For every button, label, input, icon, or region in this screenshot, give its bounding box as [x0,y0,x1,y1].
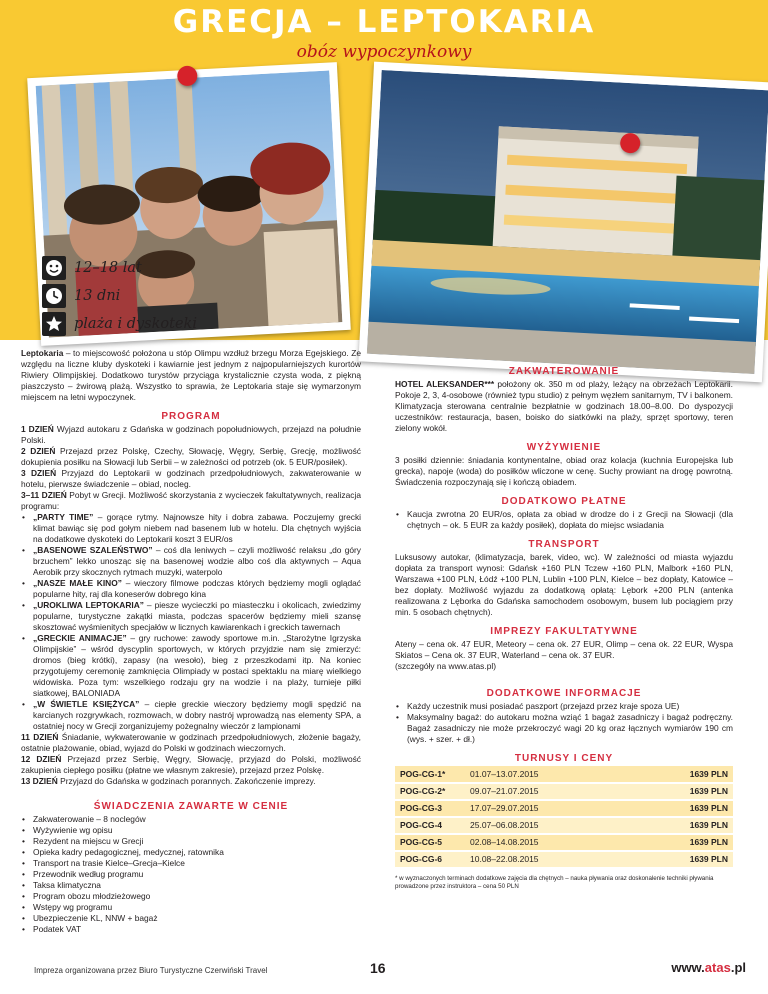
program-list [21,512,361,732]
info-duration [42,282,120,310]
transport-text: Luksusowy autokar, (klimatyzacja, barek, video, wc). W zależności od miasta wyjazdu dopłata za transport wynosi: Gdańsk +160 PLN Tczew +160 PLN, Malbork +160 PLN, Warszawa +100 PLN, Łódź +100 PLN, Lublin +100 PLN, Kielce – bez dopłaty, Katowice – bez dopłaty. Możliwość wyjazdu za dodatkową opłatą: Lębork +200 PLN (antenka realizowana z Lęborka do Gdańska samochodem osobowym, busem lub pociągiem przy min. 5 osobach chętnych). [395,552,733,617]
additional-info-heading: DODATKOWE INFORMACJE [486,688,642,699]
page-title: GRECJA – LEPTOKARIA [172,4,596,40]
additional-info-item: • Maksymalny bagaż: do autokaru można wziąć 1 bagaż zasadniczy i bagaż podręczny. Bagaż zasadniczy nie może przekroczyć wagi 20 kg oraz łącznych wymiarów 190 cm (wys. + szer. + dł.) [395,712,733,745]
prices-table [395,766,733,869]
clock-icon [42,284,66,308]
extra-paid-item: • Kaucja zwrotna 20 EUR/os, opłata za obiad w drodze do i z Grecji na Słowacji (dla chętnych – ok. 5 EUR za każdy posiłek), dopłata do miejsc wsiadania [395,509,733,531]
included-item: • Ubezpieczenie KL, NNW + bagaż [21,913,361,924]
intro-paragraph [21,348,361,403]
prices-note: * w wyznaczonych terminach dodatkowe zajęcia dla chętnych – nauka pływania oraz doskonalenie techniki pływania prowadzone przez instruktora – cena 50 PLN [395,875,714,890]
program-item: • „BASENOWE SZALEŃSTWO” – coś dla leniwych – czyli możliwość relaksu „do góry brzuchem” lekko unosząc się na basenowej wodzie albo coś dla aktywnych – Aqua Aerobik przy skocznych rytmach muzyki, waterpolo [21,545,361,578]
table-row: POG-CG-1* 01.07–13.07.2015 1639 PLN [395,766,733,783]
included-item: • Wstępy wg programu [21,902,361,913]
website-brand: atas [704,960,731,975]
extra-paid-list [395,509,733,531]
info-box [42,252,382,338]
website-link[interactable] [671,960,746,975]
food-heading: WYŻYWIENIE [526,442,602,453]
program-day: 11 DZIEŃ Śniadanie, wykwaterowanie w godzinach przedpołudniowych, złożenie bagaży, ostatnie plażowanie, obiad, wyjazd do Polski w godzinach wieczornych. [21,732,361,753]
program-day: 2 DZIEŃ Przejazd przez Polskę, Czechy, Słowację, Węgry, Serbię, Grecję, możliwość dokupienia posiłku na Słowacji lub Serbii – w zależności od potrzeb (ok. 5 EUR/posiłek). [21,446,361,467]
optional-note: (szczegóły na www.atas.pl) [395,661,497,671]
table-row: POG-CG-3 17.07–29.07.2015 1639 PLN [395,800,733,817]
included-item: • Podatek VAT [21,924,361,935]
right-column [395,366,733,891]
additional-info-item: • Każdy uczestnik musi posiadać paszport (przejazd przez kraje spoza UE) [395,701,733,712]
info-activity-text: plaża i dyskoteki [74,316,197,332]
optional-heading: IMPREZY FAKULTATYWNE [490,626,638,637]
hotel-photo [358,62,768,383]
included-item: • Program obozu młodzieżowego [21,891,361,902]
food-text: 3 posiłki dziennie: śniadania kontynentalne, obiad oraz kolacja (kuchnia Europejska lub grecka), napoje (woda) do posiłków wliczone w cenę. Suchy prowiant na drogę powrotną. Świadczenia rozpoczynają się i kończą obiadem. [395,455,733,487]
table-row: POG-CG-4 25.07–06.08.2015 1639 PLN [395,817,733,834]
extra-paid-heading: DODATKOWO PŁATNE [501,496,627,507]
included-item: • Taksa klimatyczna [21,880,361,891]
info-age-text: 12–18 lat [74,260,142,276]
included-heading: ŚWIADCZENIA ZAWARTE W CENIE [93,801,289,812]
included-item: • Opieka kadry pedagogicznej, medycznej, ratownika [21,847,361,858]
program-day: 3 DZIEŃ Przyjazd do Leptokarii w godzinach przedpołudniowych, zakwaterowanie w hotelu, pierwsze świadczenie – obiad, nocleg. [21,468,361,489]
program-day: 3–11 DZIEŃ Pobyt w Grecji. Możliwość skorzystania z wycieczek fakultatywnych, realizacja programu: [21,490,361,511]
included-item: • Wyżywienie wg opisu [21,825,361,836]
additional-info-list [395,701,733,745]
table-row: POG-CG-2* 09.07–21.07.2015 1639 PLN [395,783,733,800]
included-item: • Zakwaterowanie – 8 noclegów [21,814,361,825]
page-subtitle: obóz wypoczynkowy [296,42,472,62]
intro-bold: Leptokaria [21,348,64,358]
program-day: 12 DZIEŃ Przejazd przez Serbię, Węgry, Słowację, przyjazd do Polski, możliwość zakupienia ciepłego posiłku (płatne we własnym zakresie), przejazd przez Polskę. [21,754,361,775]
prices-heading: TURNUSY I CENY [514,753,614,764]
program-day: 1 DZIEŃ Wyjazd autokaru z Gdańska w godzinach popołudniowych, przejazd na południe Polski. [21,424,361,445]
program-item: • „W ŚWIETLE KSIĘŻYCA” – ciepłe greckie wieczory będziemy mogli spędzić na karcianych rozgrywkach, rozmowach, w dobry nastrój wprowadzą nas elementy SPA, a ostatniej nocy w Grecji zorganizujemy pożegnalny wieczór z lampionami [21,699,361,732]
included-item: • Rezydent na miejscu w Grecji [21,836,361,847]
face-icon [42,256,66,280]
program-item: • „PARTY TIME” – gorące rytmy. Najnowsze hity i dobra zabawa. Poczujemy grecki klimat bawiąc się pod gołym niebem nad basenem lub w hotelu. Dla chętnych wyjścia na dodatkowe dyskoteki do Leptokarii koszt 3 EUR/os [21,512,361,545]
included-list [21,814,361,935]
page-number: 16 [370,960,386,976]
accommodation-text: HOTEL ALEKSANDER*** położony ok. 350 m od plaży, leżący na obrzeżach Leptokarii. Pokoje 2, 3, 4-osobowe (również typu studio) z pełnym węzłem sanitarnym, TV i balkonem. Klimatyzacja sterowana centralnie bezpłatnie w godzinach 18.00–8.00. Do dyspozycji uczestników: restauracja, basen, boisko do siatkówki na plaży, sprzęt sportowy, teren zielony wokół. [395,379,733,433]
included-item: • Transport na trasie Kielce–Grecja–Kielce [21,858,361,869]
hotel-image [367,70,768,374]
left-column [21,348,361,935]
table-row: POG-CG-6 10.08–22.08.2015 1639 PLN [395,851,733,868]
website-suffix: .pl [730,960,746,975]
info-activity [42,310,197,338]
program-item: • „GRECKIE ANIMACJE” – gry ruchowe: zawody sportowe m.in. „Starożytne Igrzyska Olimpijskie” – wśród dyscyplin sportowych, w których przyjdzie nam się zmierzyć: dromos (bieg krótki), zapasy (na wesoło), bieg z przeszkodami itp. Na koniec przygotujemy ceremonię zamknięcia Olimpiady w postaci spektaklu na miarę wielkiego widowiska. Poza tym: wszelkiego rodzaju gry na wodzie i na plaży, turnieje piłki siatkowej, BALONIADA [21,633,361,699]
optional-text: Ateny – cena ok. 47 EUR, Meteory – cena ok. 27 EUR, Olimp – cena ok. 22 EUR, Wyspa Skiatos – Cena ok. 37 EUR, Waterland – cena ok. 37 EUR. [395,639,733,660]
intro-text: – to miejscowość położona u stóp Olimpu wzdłuż brzegu Morza Egejskiego. Ze względu na liczne kluby dyskoteki i kawiarnie jest jednym z najpopularniejszych kurortów Riwiery Olimpijskiej. Dodatkowo turystów przyciąga krystalicznie czysta woda, z piękną piaszczysto – żwirową plażą. Wszystko to sprawia, że Leptokaria staje się wymarzonym miejscem na letni wypoczynek. [21,348,361,402]
program-heading: PROGRAM [161,411,221,422]
transport-heading: TRANSPORT [528,539,600,550]
program-day: 13 DZIEŃ Przyjazd do Gdańska w godzinach porannych. Zakończenie imprezy. [21,776,316,786]
included-item: • Przewodnik według programu [21,869,361,880]
program-item: • „UROKLIWA LEPTOKARIA” – piesze wycieczki po miasteczku i okolicach, zwiedzimy popularne, turystyczne zakątki miasta, podczas spacerów będziemy mieli szansę skosztować wyśmienitych specjałów w licznych kawiarenkach i greckich tawernach [21,600,361,633]
star-icon [42,312,66,336]
accommodation-heading: ZAKWATEROWANIE [508,366,620,377]
table-row: POG-CG-5 02.08–14.08.2015 1639 PLN [395,834,733,851]
info-duration-text: 13 dni [74,288,121,304]
website-prefix: www. [671,960,705,975]
info-age [42,254,142,282]
program-item: • „NASZE MAŁE KINO” – wieczory filmowe podczas których będziemy mogli oglądać popularne hity, raj dla koneserów dobrego kina [21,578,361,600]
organizer-note: Impreza organizowana przez Biuro Turystyczne Czerwiński Travel [34,966,268,975]
